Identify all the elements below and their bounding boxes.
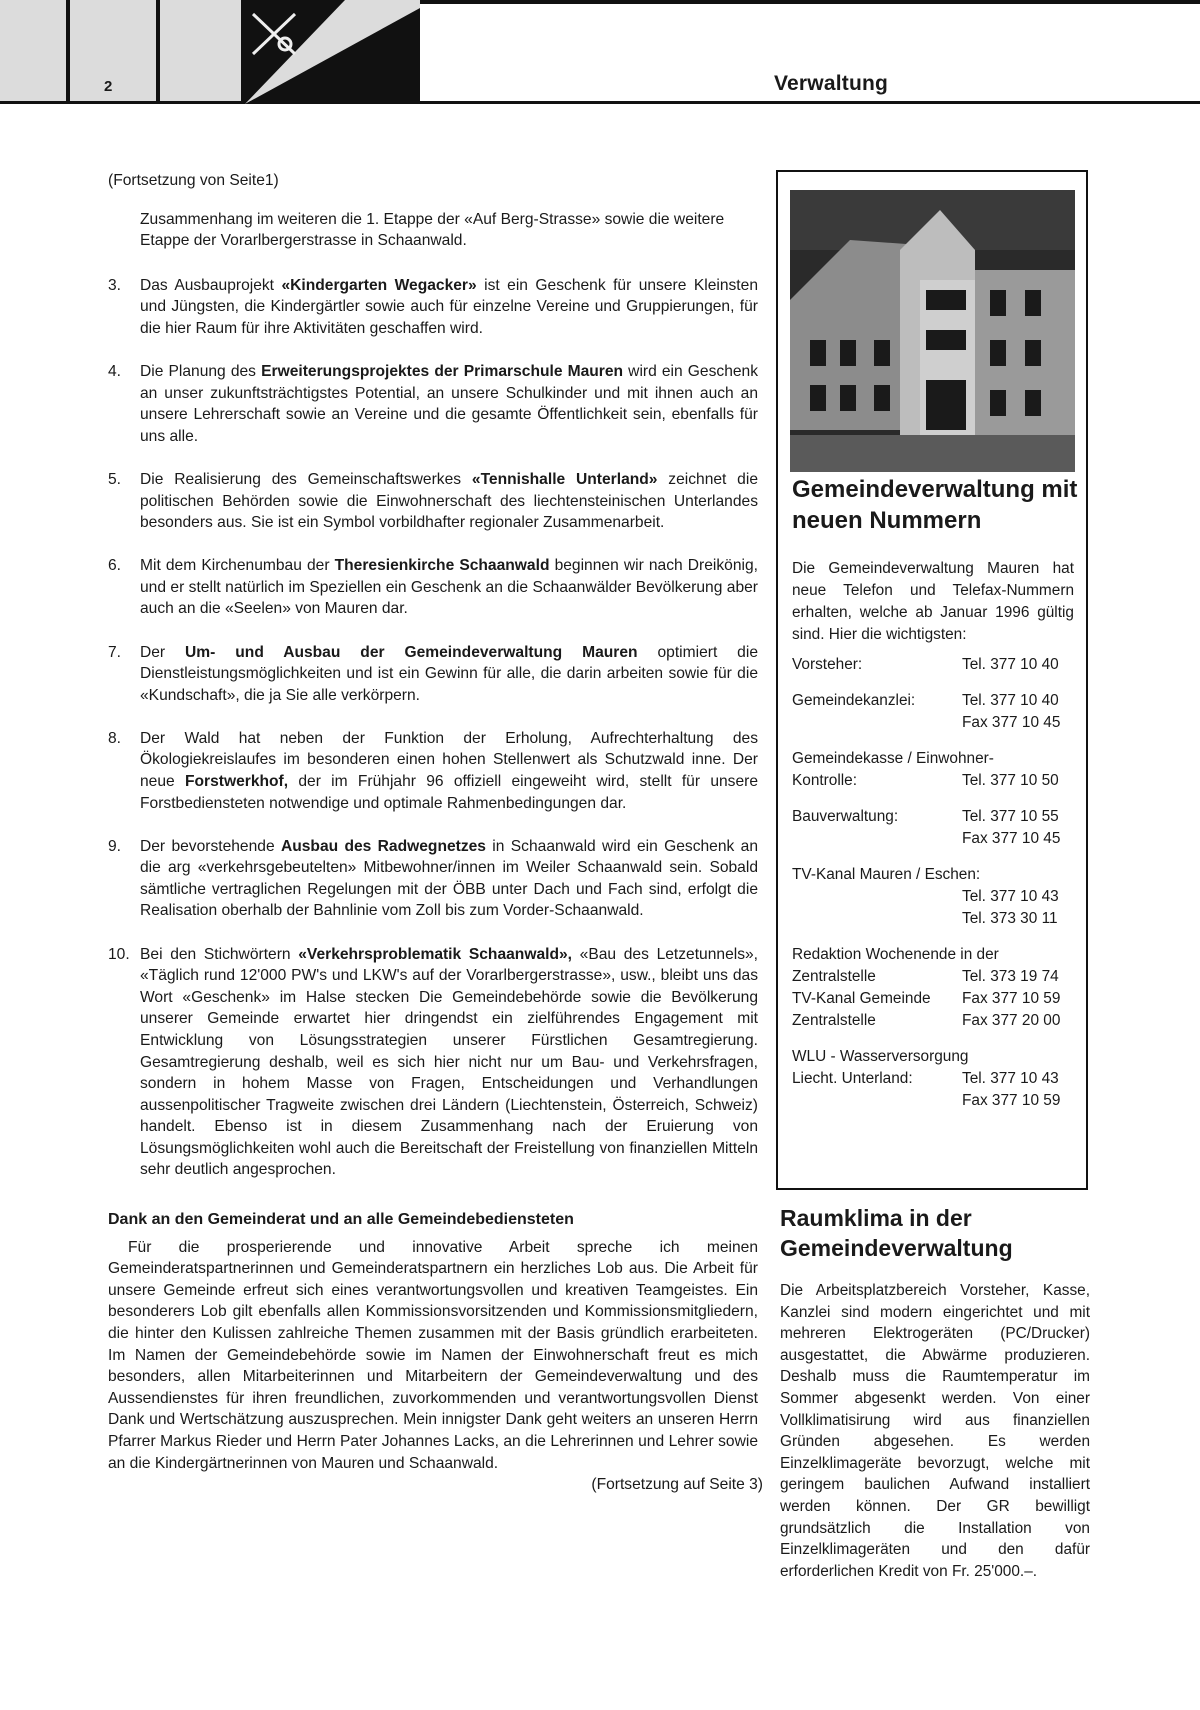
phone-numbers-box: [776, 170, 1088, 1190]
list-item-text: der im Frühjahr 96 offiziell eingeweiht wird, stellt für unsere Forstbediensteten notwendige und optimale Rahmenbedingungen dar.: [140, 772, 758, 812]
contact-row: [792, 806, 1082, 828]
contact-label: Redaktion Wochenende in der: [792, 946, 999, 963]
contact-label: Gemeindekanzlei:: [792, 692, 916, 709]
list-item-text: beginnen wir nach Dreikönig, und er stellt natürlich im Speziellen ein Geschenk an die Schaanwälder Bevölkerung aber auch an die «Seelen» von Mauren dar.: [140, 557, 758, 618]
contact-label: [792, 886, 962, 908]
contact-row: [792, 1090, 1082, 1112]
contact-label: Bauverwaltung:: [792, 808, 899, 825]
crossed-keys-crest-icon: [245, 0, 420, 104]
contact-number: Tel. 377 10 55: [962, 808, 1059, 825]
contact-row: [792, 770, 1082, 792]
intro-paragraph: Zusammenhang im weiteren die 1. Etappe der «Auf Berg-Strasse» sowie die weitere Etappe der Vorarlbergerstrasse in Schaanwald.: [140, 210, 725, 250]
list-item-text: wird ein Geschenk an unser zukunftsträchtigstes Potential, an unsere Schulkinder und mit ihnen auch an unsere Lehrerschaft sowie an Vereine und die gesamte Öffentlichkeit sein, ebenfalls für uns alle.: [140, 363, 759, 445]
list-item-number: 4.: [108, 363, 122, 381]
contact-label: Liecht. Unterland:: [792, 1070, 913, 1087]
list-item-highlight: Theresienkirche Schaanwald: [334, 557, 550, 575]
list-item-number: 3.: [108, 276, 122, 294]
list-item: [108, 275, 758, 340]
contact-row: [792, 712, 1082, 734]
list-item-text: in Schaanwald wird ein Geschenk an die arg «verkehrsgebeutelten» Mitbewohner/innen im Weiler Schaanwald sein. Sobald sämtliche vertraglichen Regelungen mit der ÖBB unter Dach und Fach sind, erfolgt die Realisation oberhalb der Bahnlinie vom Zoll bis zum Vorder-Schaanwald.: [140, 837, 758, 920]
contact-number: Fax 377 20 00: [962, 1012, 1061, 1029]
contact-label: Vorsteher:: [792, 656, 863, 673]
list-item-highlight: Forstwerkhof,: [184, 772, 289, 790]
contact-label: [792, 712, 962, 734]
contact-row: [792, 1010, 1082, 1032]
contact-number: Tel. 377 10 50: [962, 772, 1059, 789]
contact-label: [792, 908, 962, 930]
contact-group: [792, 690, 1082, 734]
town-hall-photo: [790, 190, 1075, 472]
list-item-text: Bei den Stichwörtern: [140, 945, 299, 963]
contact-label: Zentralstelle: [792, 1012, 876, 1029]
section-title: Verwaltung: [774, 72, 889, 95]
contact-group: [792, 864, 1082, 930]
contact-row: [792, 1046, 1082, 1068]
contact-number: Tel. 373 19 74: [962, 968, 1059, 985]
list-item-highlight: Erweiterungsprojektes der Primarschule Mauren: [261, 363, 624, 381]
list-item: [108, 728, 758, 814]
contact-row: [792, 748, 1082, 770]
header-rule-bottom: [420, 101, 1200, 104]
contact-group: [792, 748, 1082, 792]
contact-row: [792, 988, 1082, 1010]
list-item-text: Der Wald hat neben der Funktion der Erholung, Aufrechterhaltung des Ökologiekreislaufes im besonderen einen hohen Stellenwert als Schutzwald inne. Der neue: [140, 729, 758, 790]
list-item: [108, 555, 758, 620]
raumklima-text: Die Arbeitsplatzbereich Vorsteher, Kasse, Kanzlei sind modern eingerichtet und mit mehreren Elektrogeräten (PC/Drucker) ausgestattet, die Abwärme produzieren. Deshalb muss die Raumtemperatur im Sommer abgesenkt werden. Von einer Vollklimatisirung wird aus finanziellen Gründen abgesehen. Es werden Einzelklimageräte bevorzugt, welche mit geringem baulichen Aufwand installiert werden können. Der GR bewilligt grundsätzlich die Installation von Einzelklimageräten und den dafür erforderlichen Kredit von Fr. 25'000.–.: [780, 1282, 1090, 1580]
list-item-text: Das Ausbauprojekt: [140, 276, 282, 294]
numbered-list: [108, 275, 758, 1181]
list-item-highlight: «Kindergarten Wegacker»: [281, 276, 477, 294]
contact-number: Tel. 377 10 40: [962, 692, 1059, 709]
contact-number: Fax 377 10 59: [962, 990, 1061, 1007]
contact-group: [792, 654, 1082, 676]
contact-label: WLU - Wasserversorgung: [792, 1048, 969, 1065]
contact-row: [792, 828, 1082, 850]
list-item-text: «Bau des Letzetunnels», «Täglich rund 12'000 PW's und LKW's auf der Vorarlbergerstrasse», usw., bleibt uns das Wort «Geschenk» im Halse stecken Die Gemeindebehörde sowie die Bevölkerung unserer Gemeinde erwartet hier dringendst ein zielführendes Engagement mit Entwicklung von Lösungsstrategien unserer Fürstlichen Gesamtregierung. Gesamtregierung deshalb, weil es sich hier nicht nur um Bau- und Verkehrsfragen, sondern in hohem Masse von Fragen, Entscheidungen und Verhandlungen aussenpolitischer Tragweite zwischen drei Ländern (Liechtenstein, Österreich, Schweiz) handelt. Ebenso ist in diesem Zusammenhang nach der Eruierung von Lösungsmöglichkeiten wohl auch die Bereitschaft der Freistellung von finanziellen Mitteln sehr deutlich angesprochen.: [140, 945, 759, 1179]
list-item-text: Der: [140, 643, 186, 661]
contact-row: [792, 908, 1082, 930]
contact-label: TV-Kanal Mauren / Eschen:: [792, 866, 981, 883]
contact-list: [792, 654, 1082, 1126]
list-item-highlight: Ausbau des Radwegnetzes: [280, 837, 486, 855]
contact-number: Tel. 377 10 43: [962, 1070, 1059, 1087]
contact-row: [792, 864, 1082, 886]
contact-group: [792, 1046, 1082, 1112]
contact-row: [792, 1068, 1082, 1090]
box-intro: Die Gemeindeverwaltung Mauren hat neue Telefon und Telefax-Nummern erhalten, welche ab Januar 1996 gültig sind. Hier die wichtigsten:: [792, 560, 1074, 643]
thanks-paragraph: Für die prosperierende und innovative Arbeit spreche ich meinen Gemeinderatspartnerinnen und Gemeinderatspartnern ein herzliches Lob aus. Die Arbeit für unsere Gemeinde erfreut sich eines verantwortungsvollen und kreativen Teamgeistes. Ein besonderers Lob gilt ebenfalls allen Kommissionsvorsitzenden und Kommissionsmitgliedern, die hinter den Kulissen zahlreiche Themen zusammen mit der Basis gründlich erarbeiteten. Im Namen der Gemeindebehörde sowie im Namen der Einwohnerschaft freut es mich besonders, allen Mitarbeiterinnen und Mitarbeitern der Gemeindeverwaltung und des Aussendienstes für ihren freundlichen, zuvorkommenden und verantwortungsvollen Dienst Dank und Wertschätzung auszusprechen. Mein innigster Dank geht weiters an unseren Herrn Pfarrer Markus Rieder und Herrn Pater Johannes Lacks, an die Lehrerinnen und Lehrer sowie an die Kindergärtnerinnen von Mauren und Schaanwald.: [108, 1238, 758, 1472]
box-title: Gemeindeverwaltung mit neuen Nummern: [792, 476, 1078, 534]
contact-number: Tel. 377 10 40: [962, 656, 1059, 673]
list-item: [108, 469, 758, 534]
list-item-text: Der bevorstehende: [140, 837, 281, 855]
list-item: [108, 944, 758, 1182]
thanks-heading: Dank an den Gemeinderat und an alle Gemeindebediensteten: [108, 1211, 574, 1229]
contact-row: [792, 654, 1082, 676]
list-item: [108, 836, 758, 922]
continued-to-note: (Fortsetzung auf Seite 3): [591, 1476, 763, 1494]
header-tab-3: [160, 0, 245, 104]
list-item-number: 10.: [108, 945, 130, 963]
list-item-highlight: «Verkehrsproblematik Schaanwald»,: [298, 945, 572, 963]
contact-row: [792, 886, 1082, 908]
list-item-highlight: Um- und Ausbau der Gemeindeverwaltung Mauren: [185, 643, 638, 661]
list-item: [108, 361, 758, 447]
contact-number: Fax 377 10 45: [962, 714, 1061, 731]
contact-label: Gemeindekasse / Einwohner-: [792, 750, 994, 767]
contact-group: [792, 806, 1082, 850]
list-item-number: 6.: [108, 557, 122, 575]
page-header: [0, 0, 1200, 108]
contact-number: Tel. 373 30 11: [962, 910, 1058, 927]
contact-number: Fax 377 10 45: [962, 830, 1061, 847]
continued-from-note: (Fortsetzung von Seite1): [108, 172, 279, 189]
contact-number: Fax 377 10 59: [962, 1092, 1061, 1109]
page-number: 2: [104, 78, 113, 95]
list-item-text: optimiert die Dienstleistungsmöglichkeiten und ist ein Gewinn für alle, die darin arbeiten sowie für die «Kundschaft», die ja Sie alle verkörpern.: [140, 643, 758, 704]
contact-label: TV-Kanal Gemeinde: [792, 990, 931, 1007]
contact-row: [792, 966, 1082, 988]
contact-label: Kontrolle:: [792, 772, 858, 789]
contact-row: [792, 944, 1082, 966]
list-item-number: 7.: [108, 643, 122, 661]
building-image: [790, 190, 1075, 472]
contact-group: [792, 944, 1082, 1032]
list-item-text: zeichnet die politischen Behörden sowie die Einwohnerschaft des liechtensteinischen Unterlandes besonders aus. Sie ist ein Symbol vorbildhafter regionaler Zusammenarbeit.: [140, 470, 758, 532]
header-tab-1: [0, 0, 70, 104]
list-item-number: 9.: [108, 837, 122, 855]
list-item-number: 8.: [108, 729, 122, 747]
list-item-text: Die Realisierung des Gemeinschaftswerkes: [140, 470, 472, 488]
contact-row: [792, 690, 1082, 712]
contact-label: [792, 1090, 962, 1112]
raumklima-title: Raumklima in der Gemeindeverwaltung: [780, 1205, 1013, 1261]
list-item-text: Die Planung des: [140, 363, 262, 381]
main-article: [108, 170, 763, 1496]
contact-label: Zentralstelle: [792, 968, 876, 985]
contact-label: [792, 828, 962, 850]
header-tab-2: [70, 0, 160, 104]
list-item-highlight: «Tennishalle Unterland»: [471, 470, 658, 488]
list-item-text: ist ein Geschenk für unsere Kleinsten und Jüngsten, die Kindergärtler sowie auch für einzelne Vereine und Gruppierungen, für die hier Raum für ihre Aktivitäten geschaffen wird.: [140, 276, 758, 337]
list-item-text: Mit dem Kirchenumbau der: [140, 557, 335, 575]
contact-number: Tel. 377 10 43: [962, 888, 1059, 905]
list-item: [108, 642, 758, 707]
list-item-number: 5.: [108, 470, 122, 488]
